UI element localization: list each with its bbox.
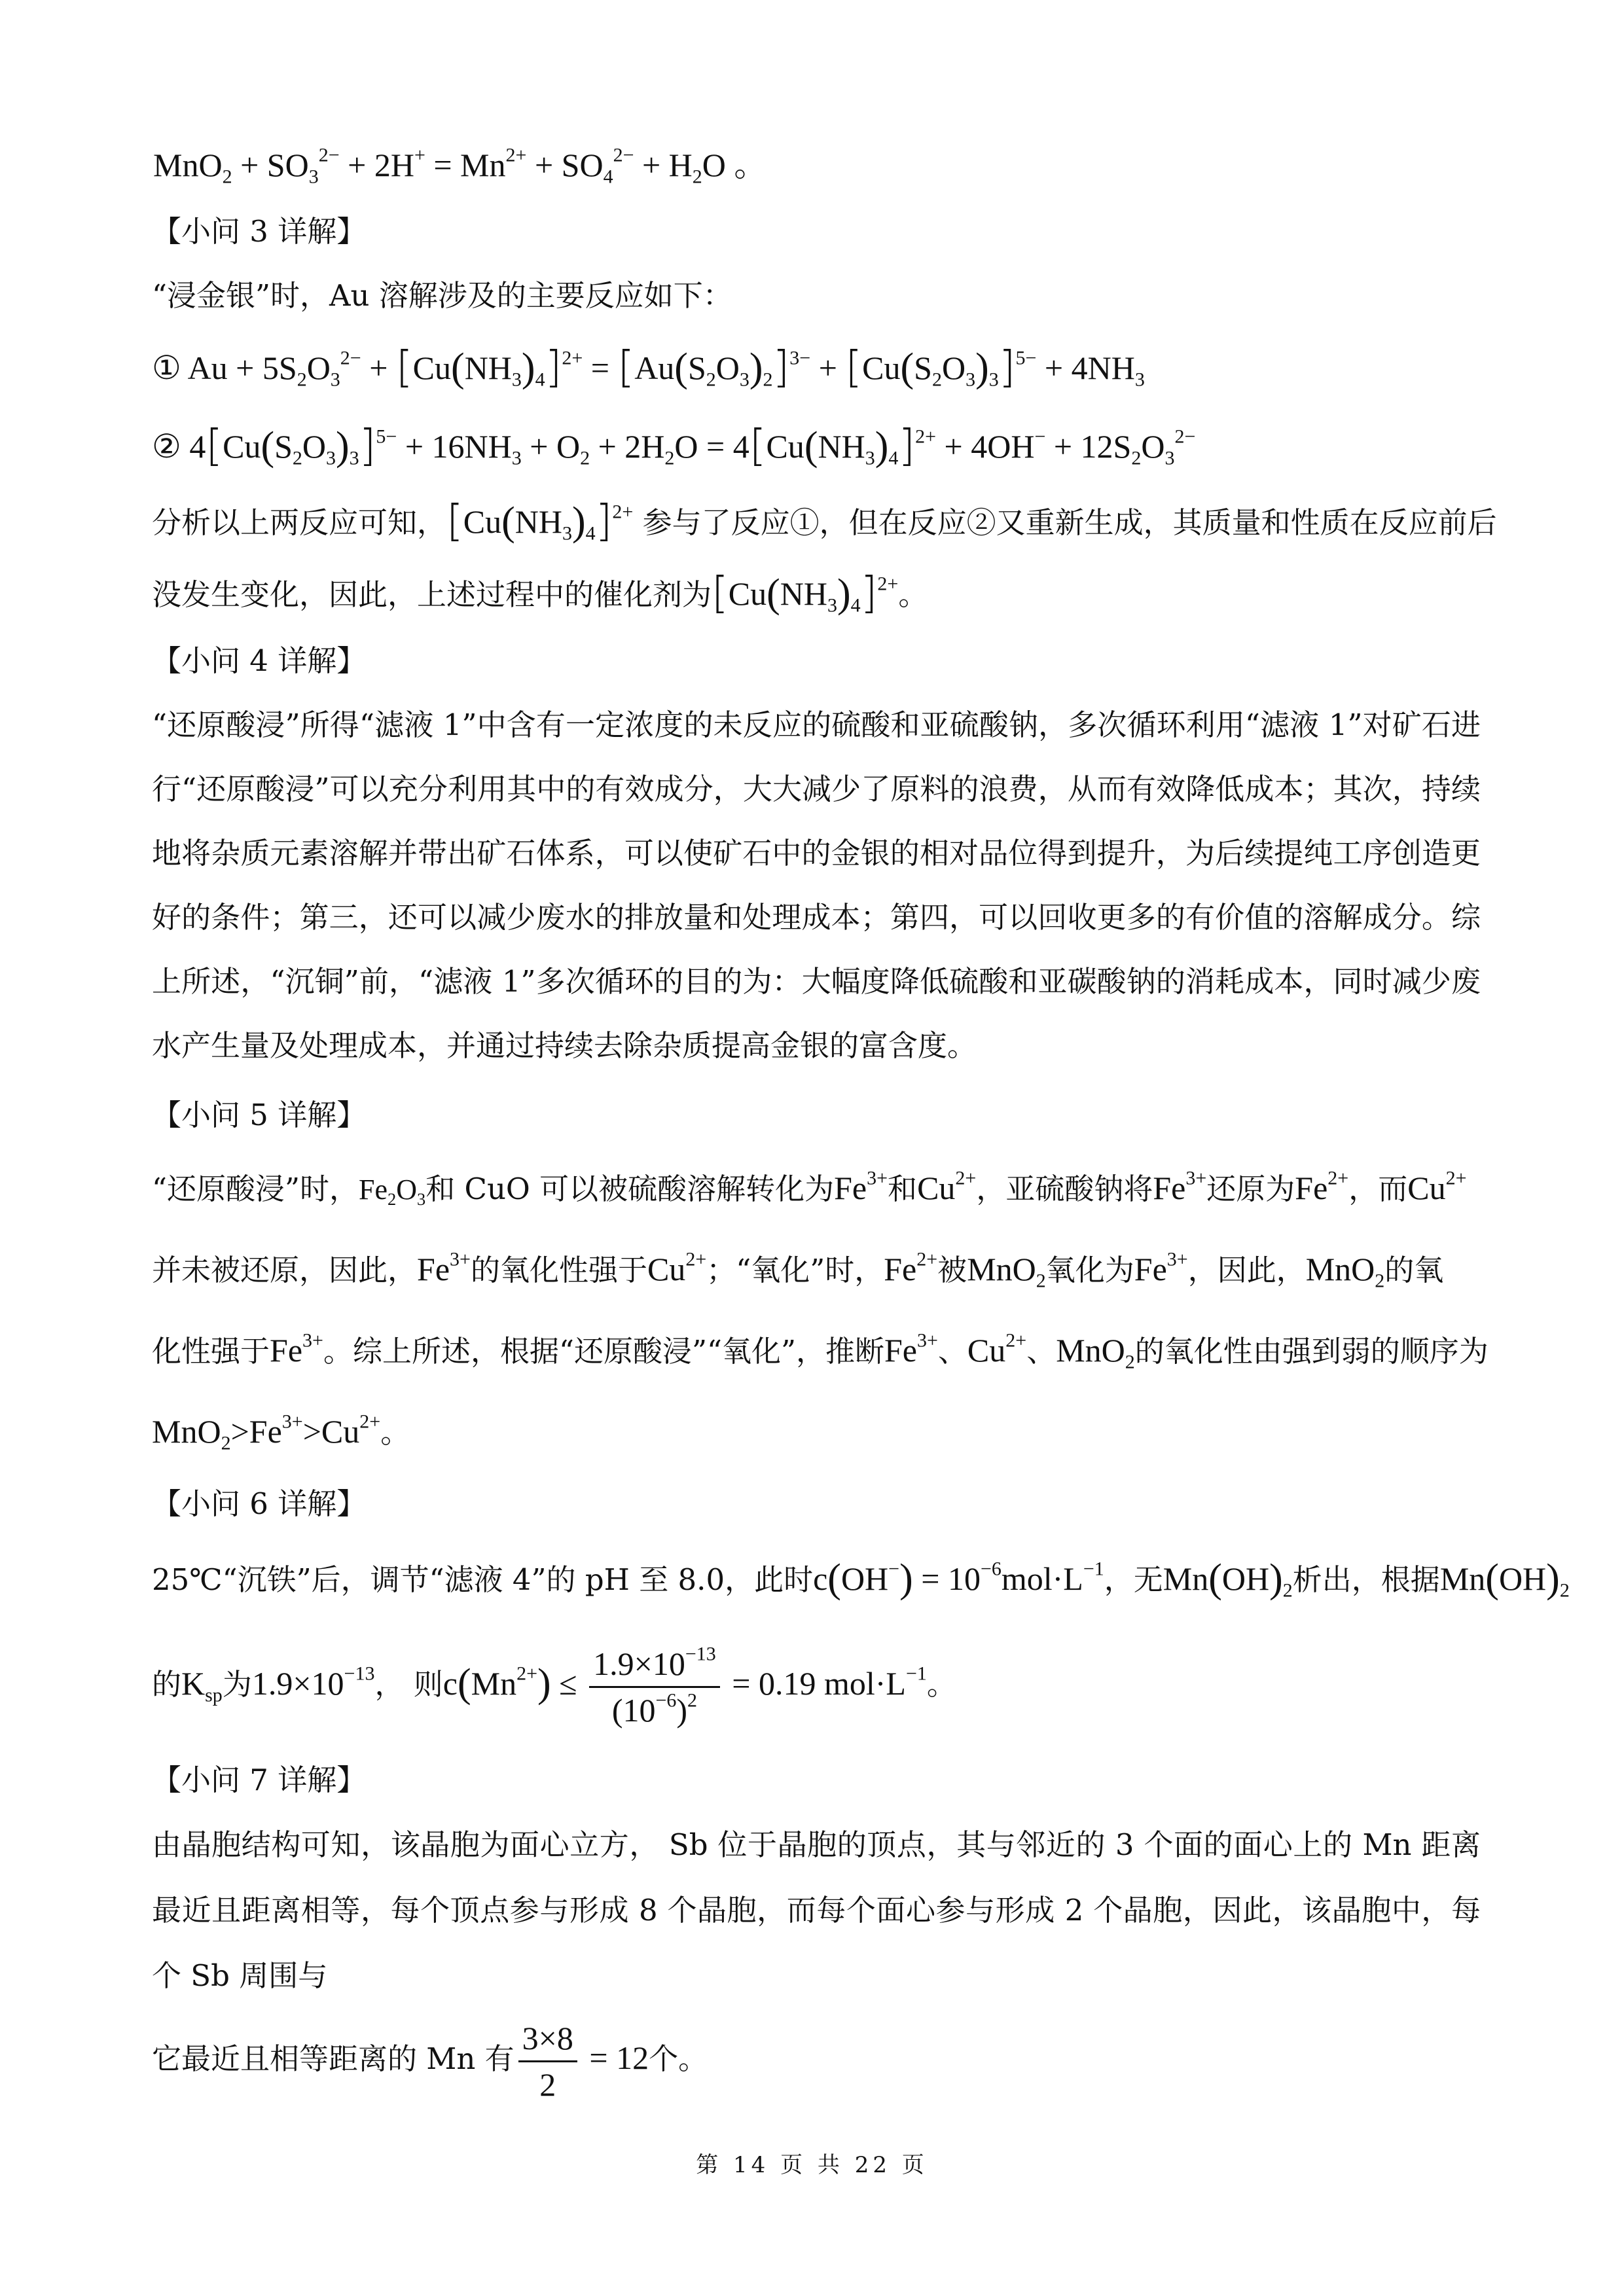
section-6-body: 25℃“沉铁”后，调节“滤液 4”的 pH 至 8.0，此时$c(OH^-) = 10^{-6}mol\cdot L^{-1}$，无$Mn(OH)_2$析出，根据$Mn(OH)_2$ 的$K_{sp}$为$1.9\times 10^{-13}$， 则$c(Mn^{2+})$ ≤ $\frac{1.9\times 10^{-13}}{(10^{-6})^2}$ = 0.19 $mol\cdot L^{-1}$。	[152, 1556, 1570, 1729]
page-content	[152, 131, 1570, 2107]
reaction-1-label: ①	[152, 350, 181, 386]
section-5-body: “还原酸浸”时，$Fe_2O_3$和 CuO 可以被硫酸溶解转化为$Fe^{3+}$和$Cu^{2+}$，亚硫酸钠将$Fe^{3+}$还原为$Fe^{2+}$，而$Cu^{2+}$ 并未被还原，因此，$Fe^{3+}$的氧化性强于$Cu^{2+}$；“氧化”时，$Fe^{2+}$被MnO$_2$氧化为$Fe^{3+}$，因此，MnO$_2$的氧 化性强于$Fe^{3+}$。综上所述，根据“还原酸浸”“氧化”，推断$Fe^{3+}$、$Cu^{2+}$、MnO$_2$的氧化性由强到弱的顺序为 $MnO_2>Fe^{3+}>Cu^{2+}$。	[152, 1167, 1489, 1454]
section-4-body: “还原酸浸”所得“滤液 1”中含有一定浓度的未反应的硫酸和亚硫酸钠，多次循环利用“滤液 1”对矿石进行“还原酸浸”可以充分利用其中的有效成分，大大减少了原料的浪费，从而有效降低成本；其次，持续地将杂质元素溶解并带出矿石体系，可以使矿石中的金银的相对品位得到提升，为后续提纯工序创造更好的条件；第三，还可以减少废水的排放量和处理成本；第四，可以回收更多的有价值的溶解成分。综上所述，“沉铜”前，“滤液 1”多次循环的目的为：大幅度降低硫酸和亚碳酸钠的消耗成本，同时减少废水产生量及处理成本，并通过持续去除杂质提高金银的富含度。	[152, 708, 1481, 1063]
section-3-analysis-line-2: 没发生变化，因此，上述过程中的催化剂为$[Cu(NH_3)_4]^{2+}$。	[152, 567, 928, 618]
page-footer: 第 14 页 共 22 页	[696, 2152, 928, 2178]
section-5-heading: 【小问 5 详解】	[152, 1098, 367, 1132]
section-7-heading: 【小问 7 详解】	[152, 1763, 367, 1797]
reaction-2-label: ②	[152, 428, 181, 465]
section-6-heading: 【小问 6 详解】	[152, 1486, 367, 1521]
section-3-analysis-line-1: 分析以上两反应可知，$[Cu(NH_3)_4]^{2+}$ 参与了反应①，但在反应②又重新生成，其质量和性质在反应前后	[152, 495, 1497, 546]
section-7-body: 由晶胞结构可知，该晶胞为面心立方， Sb 位于晶胞的顶点，其与邻近的 3 个面的面心上的 Mn 距离最近且距离相等，每个顶点参与形成 8 个晶胞，而每个面心参与形成 2 个晶胞，因此，该晶胞中，每个 Sb 周围与	[152, 1827, 1481, 1993]
equation-mno2-sulfite: $MnO_2 + SO_3^{2-} + 2H^+ = Mn^{2+} + SO_4^{2-} + H_2O$ 。	[153, 144, 767, 188]
section-7-last-line: 它最近且相等距离的 Mn 有 $\frac{3\times 8}{2}$ = 12个。	[152, 2020, 708, 2104]
section-3-intro: “浸金银”时，Au 溶解涉及的主要反应如下：	[152, 278, 732, 313]
section-3-heading: 【小问 3 详解】	[152, 214, 367, 249]
reaction-2: ② $4[Cu(S_2O_3)_3]^{5-} + 16NH_3 + O_2 + 2H_2O = 4[Cu(NH_3)_4]^{2+} + 4OH^- + 12S_2O_3^{2-}$	[152, 420, 1196, 471]
reaction-1: ① $Au + 5S_2O_3^{2-} + [Cu(NH_3)_4]^{2+} = [Au(S_2O_3)_2]^{3-} + [Cu(S_2O_3)_3]^{5-} + 4NH_3$	[152, 342, 1145, 392]
section-4-heading: 【小问 4 详解】	[152, 643, 367, 678]
